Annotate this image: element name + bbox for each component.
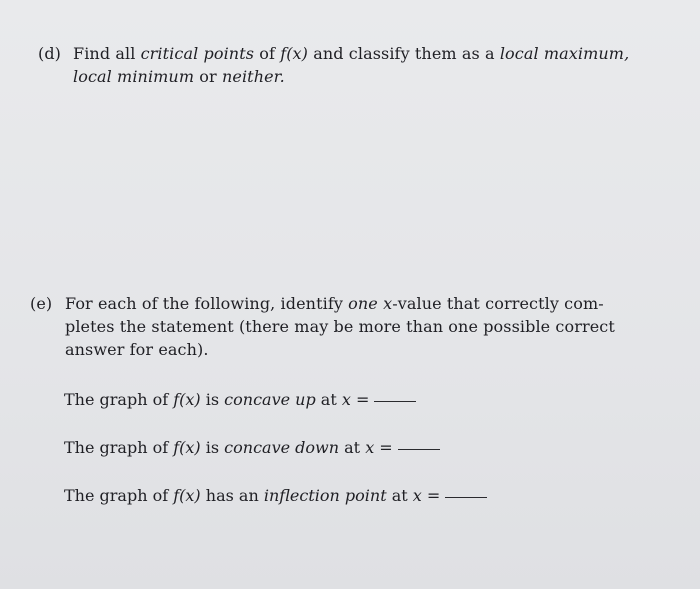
critical-points-term: critical points: [140, 44, 255, 63]
statement-3-mid: has an: [200, 486, 264, 505]
statement-2-post: at: [339, 438, 366, 457]
problem-e-text: [65, 292, 615, 361]
statement-3-post: at: [386, 486, 413, 505]
statement-1-var: x =: [341, 390, 370, 409]
concave-down-term: concave down: [224, 438, 340, 457]
statement-2-mid: is: [200, 438, 225, 457]
problem-d-text-1: Find all: [73, 44, 141, 63]
problem-e-line-1: [65, 292, 615, 315]
problem-e-text-2: -value that correctly com-: [392, 294, 604, 313]
statement-3-pre: The graph of: [64, 486, 174, 505]
answer-blank-concave-down[interactable]: [398, 449, 440, 450]
problem-e-line-3: answer for each).: [65, 340, 209, 359]
statement-2-pre: The graph of: [64, 438, 174, 457]
statement-3-fx: f(x): [173, 486, 201, 505]
one-term: one: [348, 294, 378, 313]
statement-concave-down: [64, 438, 440, 457]
statement-2-fx: f(x): [173, 438, 201, 457]
problem-e-text-1: For each of the following, identify: [65, 294, 349, 313]
problem-d-line-2: [73, 65, 629, 88]
statement-3-var: x =: [412, 486, 441, 505]
statement-concave-up: [64, 390, 416, 409]
statement-1-post: at: [315, 390, 342, 409]
statement-1-fx: f(x): [173, 390, 201, 409]
inflection-point-term: inflection point: [263, 486, 387, 505]
problem-d-text-2: of: [254, 44, 281, 63]
statement-inflection-point: [64, 486, 487, 505]
statement-1-mid: is: [200, 390, 225, 409]
answer-blank-inflection-point[interactable]: [445, 497, 487, 498]
neither-term: neither.: [221, 67, 285, 86]
problem-e-line-2: pletes the statement (there may be more than one possible correct: [65, 317, 615, 336]
function-fx: f(x): [280, 44, 309, 63]
x-variable: x: [383, 294, 393, 313]
problem-e-label: (e): [30, 294, 53, 313]
statement-1-pre: The graph of: [64, 390, 174, 409]
concave-up-term: concave up: [224, 390, 316, 409]
problem-d-label: (d): [38, 44, 62, 63]
local-minimum-term: local minimum: [73, 67, 195, 86]
problem-d-text-3: and classify them as a: [308, 44, 500, 63]
problem-d-text: [73, 42, 629, 88]
statement-2-var: x =: [365, 438, 393, 457]
problem-d-line-1: [73, 42, 629, 65]
problem-d-text-4: or: [194, 67, 222, 86]
answer-blank-concave-up[interactable]: [374, 401, 416, 402]
local-maximum-term: local maximum,: [499, 44, 630, 63]
